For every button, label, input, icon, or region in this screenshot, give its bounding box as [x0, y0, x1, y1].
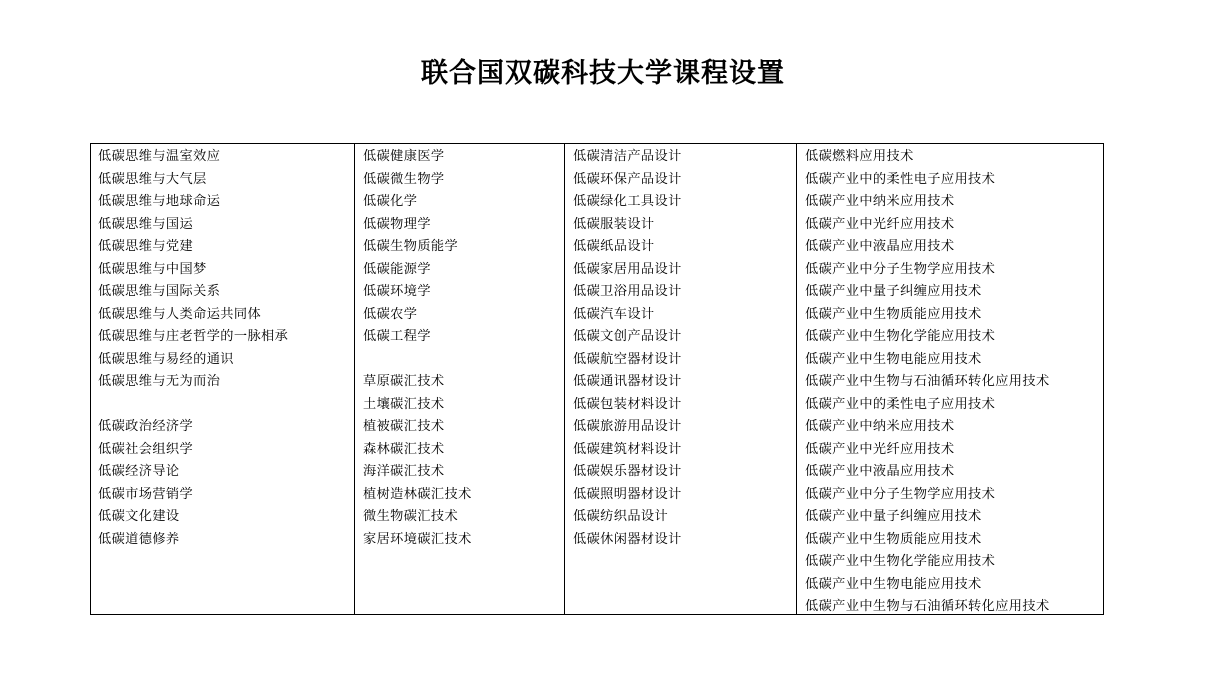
course-item: 低碳产业中量子纠缠应用技术 [805, 284, 982, 299]
course-item: 低碳产业中分子生物学应用技术 [805, 261, 996, 277]
course-item: 低碳产业中分子生物学应用技术 [805, 486, 996, 502]
course-column-3 [564, 144, 796, 614]
course-item: 低碳思维与国际关系 [98, 284, 221, 299]
course-item: 植树造林碳汇技术 [363, 486, 472, 502]
course-item: 低碳产业中纳米应用技术 [805, 419, 955, 434]
course-item: 低碳旅游用品设计 [573, 419, 682, 434]
course-item: 低碳道德修养 [98, 531, 180, 547]
course-item: 低碳家居用品设计 [573, 261, 682, 277]
course-item: 低碳包装材料设计 [573, 396, 682, 412]
course-item: 低碳纸品设计 [573, 239, 655, 254]
course-item: 低碳产业中的柔性电子应用技术 [805, 171, 996, 187]
course-item: 海洋碳汇技术 [363, 464, 445, 479]
course-column-2 [354, 144, 564, 614]
course-item: 低碳绿化工具设计 [573, 194, 682, 209]
course-item: 低碳思维与易经的通识 [98, 351, 234, 367]
course-item: 微生物碳汇技术 [363, 509, 459, 524]
course-item: 低碳产业中生物质能应用技术 [805, 306, 982, 322]
blank-row [98, 394, 354, 417]
course-item: 低碳通讯器材设计 [573, 374, 682, 389]
course-item: 低碳清洁产品设计 [573, 149, 682, 164]
course-item: 低碳航空器材设计 [573, 351, 682, 367]
course-item: 低碳文化建设 [98, 509, 180, 524]
course-item: 土壤碳汇技术 [363, 396, 445, 412]
course-item: 低碳燃料应用技术 [805, 149, 914, 164]
course-item: 低碳思维与大气层 [98, 171, 207, 187]
course-item: 低碳汽车设计 [573, 306, 655, 322]
course-item: 低碳生物质能学 [363, 239, 459, 254]
course-item: 低碳照明器材设计 [573, 486, 682, 502]
blank-row [363, 349, 564, 372]
course-item: 低碳产业中液晶应用技术 [805, 464, 955, 479]
course-item: 森林碳汇技术 [363, 441, 445, 457]
course-item: 低碳产业中光纤应用技术 [805, 216, 955, 232]
course-item: 低碳健康医学 [363, 149, 445, 164]
course-item: 低碳市场营销学 [98, 486, 194, 502]
course-item: 低碳产业中生物与石油循环转化应用技术 [805, 374, 1050, 389]
course-item: 低碳思维与人类命运共同体 [98, 306, 262, 322]
course-item: 低碳卫浴用品设计 [573, 284, 682, 299]
course-item: 低碳思维与中国梦 [98, 261, 207, 277]
course-item: 低碳产业中的柔性电子应用技术 [805, 396, 996, 412]
course-item: 低碳化学 [363, 194, 418, 209]
course-item: 低碳产业中液晶应用技术 [805, 239, 955, 254]
course-column-1 [91, 144, 354, 614]
course-item: 低碳思维与无为而治 [98, 374, 221, 389]
course-item: 低碳物理学 [363, 216, 431, 232]
course-item: 低碳产业中光纤应用技术 [805, 441, 955, 457]
course-item: 低碳经济导论 [98, 464, 180, 479]
page-title: 联合国双碳科技大学课程设置 [421, 58, 785, 89]
course-item: 植被碳汇技术 [363, 419, 445, 434]
course-item: 低碳休闲器材设计 [573, 531, 682, 547]
course-item: 低碳微生物学 [363, 171, 445, 187]
course-item: 低碳社会组织学 [98, 441, 194, 457]
course-item: 低碳思维与温室效应 [98, 149, 221, 164]
course-item: 低碳产业中生物与石油循环转化应用技术 [805, 599, 1050, 614]
course-item: 低碳思维与地球命运 [98, 194, 221, 209]
course-item: 低碳建筑材料设计 [573, 441, 682, 457]
course-item: 低碳工程学 [363, 329, 431, 344]
course-item: 低碳思维与党建 [98, 239, 194, 254]
course-item: 低碳娱乐器材设计 [573, 464, 682, 479]
course-column-4 [796, 144, 1103, 614]
course-item: 低碳农学 [363, 306, 418, 322]
course-item: 低碳产业中生物化学能应用技术 [805, 554, 996, 569]
course-item: 低碳纺织品设计 [573, 509, 669, 524]
course-item: 低碳思维与国运 [98, 216, 194, 232]
course-item: 低碳产业中纳米应用技术 [805, 194, 955, 209]
course-item: 低碳环境学 [363, 284, 431, 299]
course-item: 低碳思维与庄老哲学的一脉相承 [98, 329, 289, 344]
course-item: 低碳文创产品设计 [573, 329, 682, 344]
course-item: 低碳产业中生物质能应用技术 [805, 531, 982, 547]
course-item: 低碳能源学 [363, 261, 431, 277]
course-item: 低碳政治经济学 [98, 419, 194, 434]
course-item: 低碳环保产品设计 [573, 171, 682, 187]
course-item: 低碳服装设计 [573, 216, 655, 232]
course-item: 低碳产业中生物化学能应用技术 [805, 329, 996, 344]
course-item: 草原碳汇技术 [363, 374, 445, 389]
course-item: 低碳产业中生物电能应用技术 [805, 351, 982, 367]
course-item: 低碳产业中量子纠缠应用技术 [805, 509, 982, 524]
course-item: 低碳产业中生物电能应用技术 [805, 576, 982, 592]
course-table [90, 143, 1104, 615]
course-item: 家居环境碳汇技术 [363, 531, 472, 547]
